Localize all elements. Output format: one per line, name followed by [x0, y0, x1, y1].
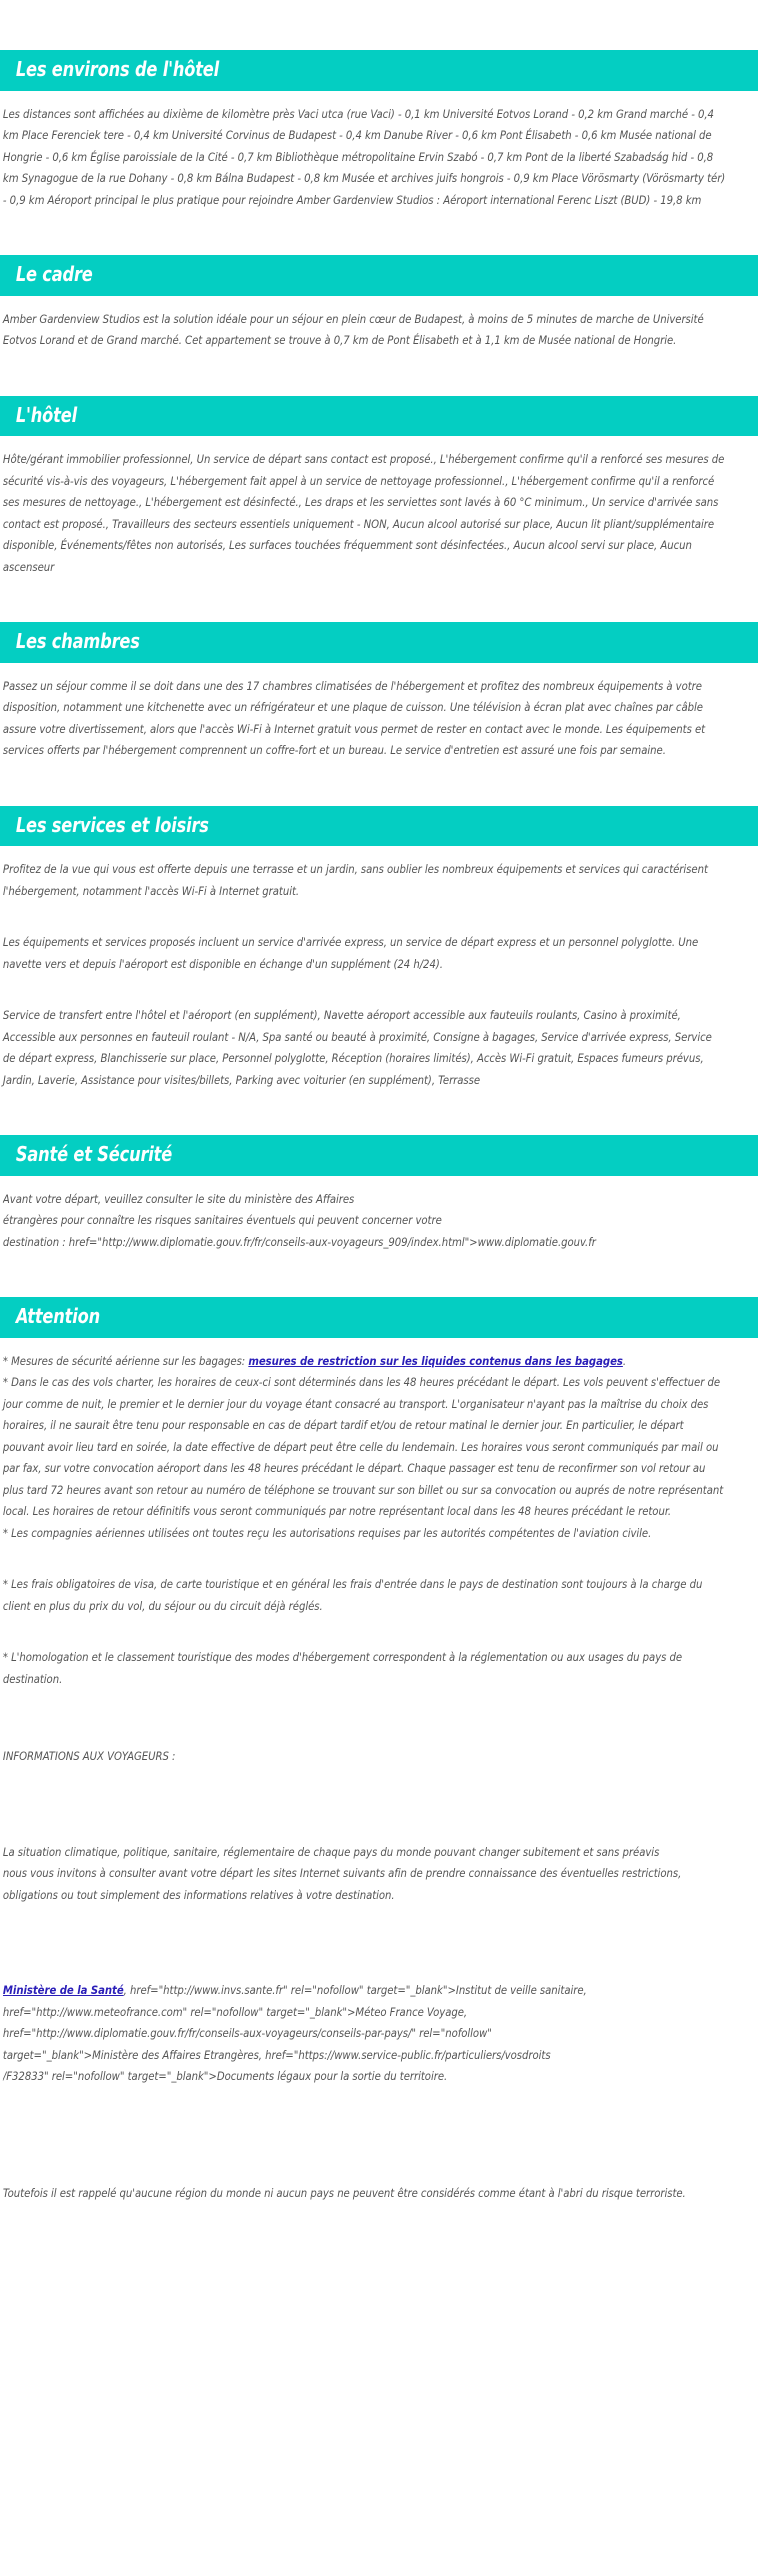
spacer: [0, 91, 758, 104]
spacer: [0, 846, 758, 859]
bullet-text-suffix: .: [622, 1353, 627, 1368]
spacer: [3, 2132, 728, 2176]
spacer: [0, 762, 758, 806]
bullet-accommodation-rating: * L'homologation et le classement touristique des modes d'hébergement correspondent à la réglementation ou aux usages du pays de destination.: [2, 1650, 683, 1686]
links-line-4: target="_blank">Ministère des Affaires Etrangères, href="https://www.service-public.fr/particuliers/vosdroits: [2, 2047, 551, 2062]
spacer: [3, 1544, 728, 1574]
spacer: [3, 1950, 728, 1980]
spacer: [3, 1906, 728, 1950]
spacer: [0, 1176, 758, 1189]
section-title-services: Les services et loisirs: [0, 806, 667, 847]
terrorism-risk-notice: Toutefois il est rappelé qu'aucune région du monde ni aucun pays ne peuvent être considérés comme étant à l'abri du risque terroriste.: [2, 2185, 686, 2200]
links-line-2: href="http://www.meteofrance.com" rel="nofollow" target="_blank">Méteo France Voyage,: [2, 2004, 468, 2019]
links-text: , href="http://www.invs.sante.fr" rel="nofollow" target="_blank">Institut de veille sanitaire,: [123, 1983, 587, 1997]
spacer: [3, 1812, 728, 1842]
travellers-info-heading: INFORMATIONS AUX VOYAGEURS :: [2, 1749, 176, 1763]
section-body-surroundings: [0, 104, 735, 212]
spacer: [3, 2088, 728, 2132]
section-header-attention: [0, 1297, 758, 1338]
paragraph: Hôte/gérant immobilier professionnel, Un service de départ sans contact est proposé., L'hébergement confirme qu'il a renforcé ses mesures de sécurité vis-à-vis des voyageurs, L'hébergement fait appel à un service de nettoyage professionnel., L'hébergement confirme qu'il a renforcé ses mesures de nettoyage., L'hébergement est désinfecté., Les draps et les serviettes sont lavés à 60 °C minimum., Un service d'arrivée sans contact est proposé., Travailleurs des secteurs essentiels uniquement - NON, Aucun alcool autorisé sur place, Aucun lit pliant/supplémentaire disponible, Événements/fêtes non autorisés, Les surfaces touchées fréquemment sont désinfectées., Aucun alcool servi sur place, Aucun ascenseur: [2, 452, 725, 574]
spacer: [0, 1253, 758, 1297]
travellers-info-line-2: nous vous invitons à consulter avant votre départ les sites Internet suivants afin de prendre connaissance des éventuelles restrictions, obligations ou tout simplement des informations relatives à votre destination.: [2, 1866, 682, 1902]
spacer: [0, 578, 758, 622]
section-body-services: [0, 859, 735, 1091]
section-title-attention: Attention: [0, 1297, 667, 1338]
bullet-baggage-security: [3, 1351, 728, 1373]
links-line-3: href="http://www.diplomatie.gouv.fr/fr/conseils-aux-voyageurs/conseils-par-pays/" rel="nofollow": [2, 2026, 492, 2040]
text-line: destination : href="http://www.diplomatie.gouv.fr/fr/conseils-aux-voyageurs_909/index.html">www.diplomatie.gouv.fr: [2, 1234, 596, 1249]
section-title-health-safety: Santé et Sécurité: [0, 1135, 667, 1176]
spacer: [3, 1617, 728, 1647]
spacer: [0, 436, 758, 449]
section-header-surroundings: [0, 50, 758, 91]
section-header-rooms: [0, 622, 758, 663]
spacer: [3, 1734, 728, 1746]
section-title-setting: Le cadre: [0, 255, 667, 296]
bullet-visa-fees: * Les frais obligatoires de visa, de carte touristique et en général les frais d'entrée dans le pays de destination sont toujours à la charge du client en plus du prix du vol, du séjour ou du circuit déjà réglés.: [2, 1577, 703, 1613]
section-header-hotel: [0, 396, 758, 437]
section-body-setting: [0, 309, 735, 352]
spacer: [3, 1768, 728, 1812]
text-line: Avant votre départ, veuillez consulter le site du ministère des Affaires: [2, 1191, 355, 1206]
spacer: [3, 975, 728, 1005]
spacer: [0, 663, 758, 676]
bullet-airlines: * Les compagnies aériennes utilisées ont toutes reçu les autorisations requises par les autorités compétentes de l'aviation civile.: [2, 1525, 652, 1540]
paragraph: Passez un séjour comme il se doit dans une des 17 chambres climatisées de l'hébergement et profitez des nombreux équipements à votre disposition, notamment une kitchenette avec un réfrigérateur et une plaque de cuisson. Une télévision à écran plat avec chaînes par câble assure votre divertissement, alors que l'accès Wi-Fi à Internet gratuit vous permet de rester en contact avec le monde. Les équipements et services offerts par l'hébergement comprennent un coffre-fort et un bureau. Le service d'entretien est assuré une fois par semaine.: [2, 678, 706, 757]
paragraph: Les équipements et services proposés incluent un service d'arrivée express, un service de départ express et un personnel polyglotte. Une navette vers et depuis l'aéroport est disponible en échange d'un supplément (24 h/24).: [2, 935, 699, 971]
section-header-health-safety: [0, 1135, 758, 1176]
liquids-restrictions-link[interactable]: mesures de restriction sur les liquides contenus dans les bagages: [248, 1353, 623, 1368]
spacer: [0, 211, 758, 255]
travellers-info-line-1: La situation climatique, politique, sanitaire, réglementaire de chaque pays du monde pouvant changer subitement et sans préavis: [2, 1844, 660, 1859]
bullet-charter-flights: * Dans le cas des vols charter, les horaires de ceux-ci sont déterminés dans les 48 heures précédant le départ. Les vols peuvent s'effectuer de jour comme de nuit, le premier et le dernier jour du voyage étant consacré au transport. L'organisateur n'ayant pas la maîtrise du choix des horaires, il ne saurait être tenu pour responsable en cas de départ tardif et/ou de retour matinal le dernier jour. En particulier, le départ pouvant avoir lieu tard en soirée, la date effective de départ peut être celle du lendemain. Les horaires vous seront communiqués par mail ou par fax, sur votre convocation aéroport dans les 48 heures précédant le départ. Chaque passager est tenu de reconfirmer son vol retour au plus tard 72 heures avant son retour au numéro de téléphone se trouvant sur son billet ou sur sa convocation ou auprés de notre représentant local. Les horaires de retour définitifs vous seront communiqués par notre représentant local dans les 48 heures précédant le retour.: [2, 1375, 724, 1518]
section-body-attention: [0, 1351, 735, 2205]
text-line: étrangères pour connaître les risques sanitaires éventuels qui peuvent concerner votre: [2, 1213, 442, 1227]
paragraph: Amber Gardenview Studios est la solution idéale pour un séjour en plein cœur de Budapest, à moins de 5 minutes de marche de Université Eotvos Lorand et de Grand marché. Cet appartement se trouve à 0,7 km de Pont Élisabeth et à 1,1 km de Musée national de Hongrie.: [2, 311, 704, 347]
spacer: [0, 352, 758, 396]
spacer: [0, 296, 758, 309]
section-title-surroundings: Les environs de l'hôtel: [0, 50, 667, 91]
paragraph: Les distances sont affichées au dixième de kilomètre près Vaci utca (rue Vaci) - 0,1 km Université Eotvos Lorand - 0,2 km Grand marché - 0,4 km Place Ferenciek tere - 0,4 km Université Corvinus de Budapest - 0,4 km Danube River - 0,6 km Pont Élisabeth - 0,6 km Musée national de Hongrie - 0,6 km Église paroissiale de la Cité - 0,7 km Bibliothèque métropolitaine Ervin Szabó - 0,7 km Pont de la liberté Szabadság hid - 0,8 km Synagogue de la rue Dohany - 0,8 km Bálna Budapest - 0,8 km Musée et archives juifs hongrois - 0,9 km Place Vörösmarty (Vörösmarty tér) - 0,9 km Aéroport principal le plus pratique pour rejoindre Amber Gardenview Studios : Aéroport international Ferenc Liszt (BUD) - 19,8 km: [2, 106, 726, 207]
section-header-services: [0, 806, 758, 847]
top-spacer: [0, 0, 758, 50]
spacer: [3, 1690, 728, 1734]
spacer: [0, 1338, 758, 1351]
section-header-setting: [0, 255, 758, 296]
section-body-hotel: [0, 449, 735, 578]
spacer: [0, 1091, 758, 1135]
spacer: [3, 2176, 728, 2183]
section-title-hotel: L'hôtel: [0, 396, 667, 437]
links-line-5: /F32833" rel="nofollow" target="_blank">Documents légaux pour la sortie du territoire.: [2, 2069, 448, 2083]
section-body-health-safety: [0, 1189, 735, 1254]
bullet-text: * Mesures de sécurité aérienne sur les bagages:: [2, 1353, 249, 1368]
paragraph: Service de transfert entre l'hôtel et l'aéroport (en supplément), Navette aéroport accessible aux fauteuils roulants, Casino à proximité, Accessible aux personnes en fauteuil roulant - N/A, Spa santé ou beauté à proximité, Consigne à bagages, Service d'arrivée express, Service de départ express, Blanchisserie sur place, Personnel polyglotte, Réception (horaires limités), Accès Wi-Fi gratuit, Espaces fumeurs prévus, Jardin, Laverie, Assistance pour visites/billets, Parking avec voiturier (en supplément), Terrasse: [2, 1008, 712, 1087]
section-body-rooms: [0, 676, 735, 762]
ministere-sante-link[interactable]: Ministère de la Santé: [2, 1983, 124, 1997]
spacer: [3, 902, 728, 932]
paragraph: Profitez de la vue qui vous est offerte depuis une terrasse et un jardin, sans oublier les nombreux équipements et services qui caractérisent l'hébergement, notamment l'accès Wi-Fi à Internet gratuit.: [2, 862, 708, 898]
section-title-rooms: Les chambres: [0, 622, 667, 663]
links-line-1: [3, 1980, 728, 2002]
